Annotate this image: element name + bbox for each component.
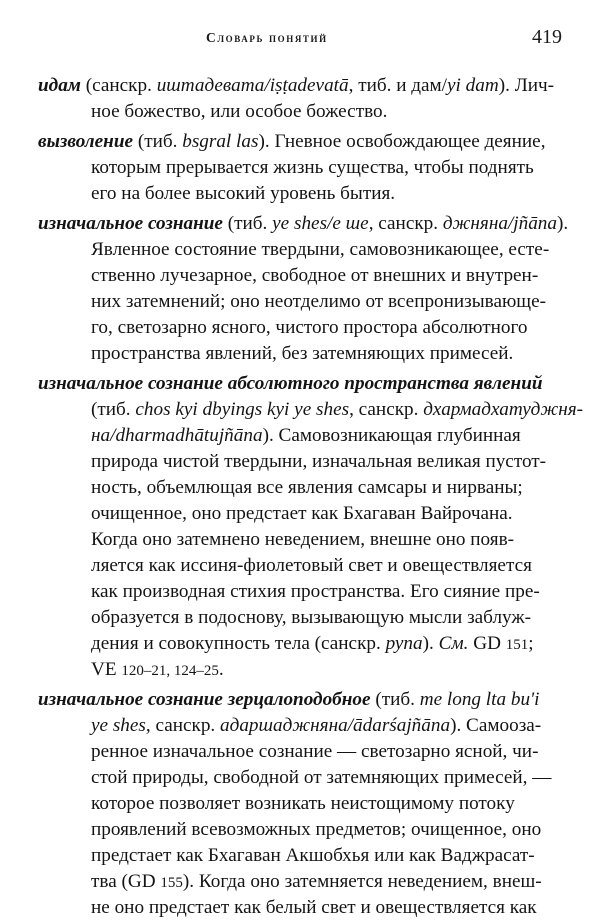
page-ref: 155 — [160, 875, 183, 891]
text: ; — [528, 633, 534, 654]
entry-vyzvolenie — [38, 129, 546, 155]
entry-mirror-like-awareness — [38, 687, 539, 713]
see-reference: См. — [438, 633, 469, 654]
text: GD — [468, 633, 506, 654]
text: ). Когда оно затемняется неведением, внеш- — [182, 871, 542, 892]
text: (тиб. — [133, 131, 183, 152]
text: VE — [91, 659, 122, 680]
entry-line: очищенное, оно предстает как Бхагаван Вайрочана. — [91, 503, 513, 524]
entry-term: изначальное сознание — [38, 213, 223, 234]
text: , санскр. — [368, 213, 443, 234]
entry-line: проявлений всевозможных предметов; очищенное, оно — [91, 819, 542, 840]
entry-dharmadhatu-awareness — [38, 371, 543, 397]
sanskrit-term: на/dharmadhātujñāna — [91, 425, 263, 446]
entry-line — [91, 713, 541, 739]
text: (тиб. — [222, 213, 273, 234]
entry-line: стой природы, свободной от затемняющих примесей, — — [91, 767, 552, 788]
tibetan-term: bsgral las — [182, 131, 259, 152]
text: ). Самовозникающая глубинная — [262, 425, 521, 446]
entry-line: не оно предстает как белый свет и овеществляется как — [91, 897, 537, 918]
page-number: 419 — [532, 26, 562, 48]
sanskrit-term: рупа — [385, 633, 423, 654]
entry-line: них затемнений; оно неотделимо от всепронизывающе- — [91, 291, 546, 312]
entry-primordial-awareness — [38, 211, 568, 237]
text: . — [218, 659, 224, 680]
entry-line — [91, 631, 534, 657]
tibetan-term: yi dam — [447, 75, 499, 96]
page-ref: 120–21, 124–25 — [121, 663, 219, 679]
entry-line: пространства явлений, без затемняющих примесей. — [91, 343, 514, 364]
tibetan-term: chos kyi dbyings kyi ye shes — [135, 399, 350, 420]
sanskrit-term: джняна/jñāna — [442, 213, 557, 234]
entry-line: Когда оно затемнено неведением, внешне оно появ- — [91, 529, 515, 550]
entry-line — [91, 657, 224, 683]
entry-line: ственно лучезарное, свободное от внешних и внутрен- — [91, 265, 539, 286]
entry-line: ное божество, или особое божество. — [91, 101, 388, 122]
entry-idam — [38, 73, 554, 99]
entry-line: его на более высокий уровень бытия. — [91, 183, 396, 204]
text: ). Самооза- — [450, 715, 542, 736]
text: (тиб. — [370, 689, 420, 710]
entry-line: Явленное состояние твердыни, самовозникающее, есте- — [91, 239, 550, 260]
running-title: Словарь понятий — [206, 30, 328, 45]
page-ref: 151 — [505, 637, 529, 653]
entry-line: образуется в подоснову, вызывающую мысли заблуж- — [91, 607, 532, 628]
tibetan-term: ye shes/е ше — [272, 213, 369, 234]
entry-term: изначальное сознание зерцалоподобное — [38, 689, 371, 710]
text: ). Гневное освобождающее деяние, — [258, 131, 546, 152]
entry-line — [91, 423, 521, 449]
entry-term: идам — [38, 75, 81, 96]
sanskrit-term: адаршаджняна/ādarśajñāna — [220, 715, 451, 736]
entry-line: природа чистой твердыни, изначальная великая пустот- — [91, 451, 547, 472]
entry-line: ляется как иссиня-фиолетовый свет и овеществляется — [91, 555, 532, 576]
text: (тиб. — [91, 399, 136, 420]
text: тва (GD — [91, 871, 161, 892]
text: ). — [422, 633, 439, 654]
entry-line — [91, 397, 583, 423]
tibetan-term: me long lta bu'i — [419, 689, 540, 710]
entry-line: ренное изначальное сознание — светозарно ясной, чи- — [91, 741, 539, 762]
entry-line: го, светозарно ясного, чистого простора абсолютного — [91, 317, 528, 338]
entry-term: вызволение — [38, 131, 134, 152]
entry-line: предстает как Бхагаван Акшобхья или как Ваджрасат- — [91, 845, 535, 866]
sanskrit-term: дхармадхатуджня- — [423, 399, 584, 420]
text: , тиб. и дам/ — [348, 75, 448, 96]
page-header — [0, 26, 600, 56]
sanskrit-term: иштадевата/iṣṭadevatā — [156, 75, 349, 96]
entry-line — [91, 869, 542, 895]
text: , санскр. — [349, 399, 424, 420]
text: , санскр. — [145, 715, 221, 736]
text: дения и совокупность тела (санскр. — [91, 633, 386, 654]
entry-line: которое позволяет возникать неистощимому потоку — [91, 793, 515, 814]
text: (санскр. — [80, 75, 157, 96]
text: ). — [557, 213, 569, 234]
text: ). Лич- — [498, 75, 555, 96]
entry-line: которым прерывается жизнь существа, чтобы поднять — [91, 157, 534, 178]
tibetan-term: ye shes — [91, 715, 146, 736]
entry-line: как производная стихия пространства. Его сияние пре- — [91, 581, 540, 602]
entry-term: изначальное сознание абсолютного пространства явлений — [38, 373, 543, 394]
entry-line: ность, объемлющая все явления самсары и нирваны; — [91, 477, 523, 498]
